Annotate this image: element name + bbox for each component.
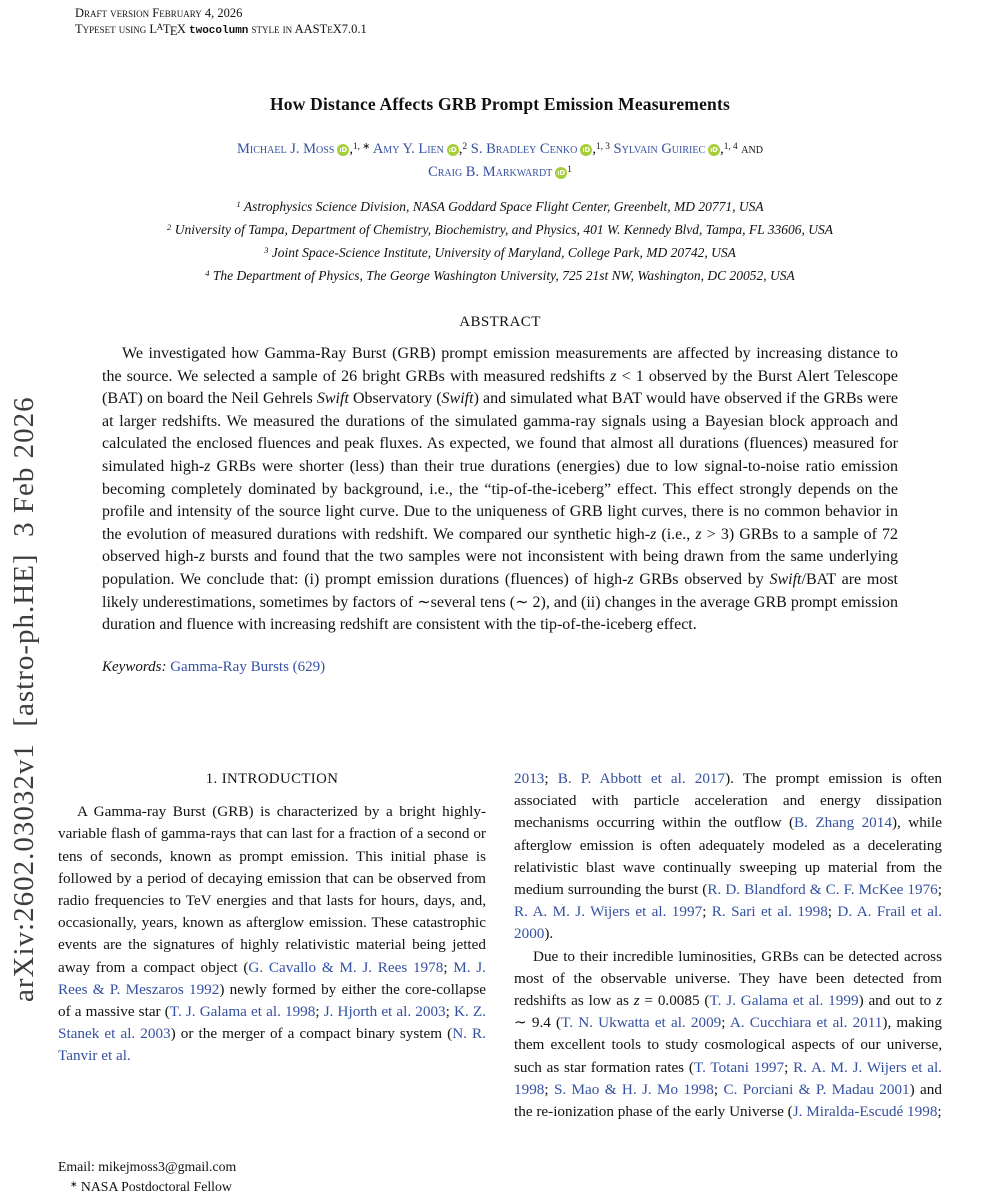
text-run: and [737, 141, 763, 157]
text-run: z [633, 992, 640, 1010]
text-run: bursts and found that the two samples were not inconsistent with being drawn from the same underlying population. We conclude that: (i) prompt emission durations (fluences) of high- [102, 548, 899, 588]
text-run: style in AASTeX7.0.1 [248, 22, 367, 36]
text-run: Swift [441, 390, 474, 408]
citation-link[interactable]: N. R. Tanvir et al. [58, 1025, 486, 1065]
citation-link[interactable]: J. Hjorth et al. 2003 [323, 1003, 446, 1021]
text-run: ) and simulated what BAT would have observed if the GRBs were at larger redshifts. We measured the durations of the simulated gamma-ray signals using a Bayesian block approach and calculated the enclosed fluences and peak fluxes. As expected, we found that almost all durations (fluences) measured for simulated high- [102, 390, 899, 475]
citation-link[interactable]: B. P. Abbott et al. 2017 [557, 770, 726, 787]
text-run: Joint Space-Science Institute, University of Maryland, College Park, MD 20742, USA [268, 245, 736, 260]
citation-link[interactable]: T. Totani 1997 [693, 1058, 785, 1076]
text-run: = 0.0085 ( [639, 992, 710, 1010]
footnote-block [58, 1157, 486, 1200]
text-run: The Department of Physics, The George Washington University, 725 21st NW, Washington, DC 20052, USA [209, 268, 795, 283]
text-run: 2 [462, 141, 468, 152]
citation-link[interactable]: C. Porciani & P. Madau 2001 [723, 1080, 910, 1098]
two-column-body [58, 768, 942, 1200]
front-matter [58, 94, 942, 676]
text-run: ) and the re-ionization phase of the early Universe ( [514, 1080, 942, 1121]
orcid-icon[interactable]: iD [555, 167, 567, 179]
text-run: Due to their incredible luminosities, GRBs can be detected across most of the observable universe. They have been detected from redshifts as low as [514, 947, 942, 1010]
text-run: ; [702, 903, 712, 921]
text-run: , [720, 141, 724, 157]
text-run: ), making them excellent tools to study cosmological aspects of our universe, such as star formation rates ( [514, 1014, 942, 1076]
text-run: 1 [567, 164, 572, 175]
text-run: ; [544, 1080, 554, 1098]
text-run: X [176, 22, 189, 36]
author-name[interactable]: Michael J. Moss [237, 141, 335, 157]
text-run: Observatory ( [348, 390, 442, 408]
text-run: > 3) GRBs to a sample of 72 observed high- [102, 525, 899, 566]
text-run: ; [721, 1014, 730, 1032]
draft-version-line: Draft version February 4, 2026 [75, 6, 243, 20]
text-run: ) or the merger of a compact binary system ( [170, 1025, 453, 1043]
text-run: 2 [167, 222, 172, 233]
paper-title: How Distance Affects GRB Prompt Emission Measurements [269, 94, 731, 114]
text-run: ), while afterglow emission is often adequately modeled as a decelerating relativistic blast wave continually sweeping up material from the medium surrounding the burst ( [514, 814, 942, 899]
text-run: , [592, 141, 596, 157]
text-run: Swift [769, 570, 802, 588]
text-run: University of Tampa, Department of Chemistry, Biochemistry, and Physics, 401 W. Kennedy Blvd, Tampa, FL 33606, USA [171, 222, 833, 237]
orcid-icon[interactable]: iD [447, 144, 459, 156]
author-name[interactable]: Amy Y. Lien [372, 141, 444, 157]
text-run: ; [827, 903, 838, 921]
citation-link[interactable]: B. Zhang 2014 [794, 814, 892, 832]
author-name[interactable]: Craig B. Markwardt [428, 164, 553, 180]
right-paragraph-1 [514, 768, 942, 946]
text-run: A Gamma-ray Burst (GRB) is characterized by a bright highly-variable flash of gamma-rays that can last for a fraction of a second or tens of seconds, known as prompt emission. This initial phase is followed by a period of decaying emission that can be observed from radio frequencies to TeV energies and that lasts for hours, days, and, occasionally, years, known as afterglow emission. These catastrophic events are the signatures of highly relativistic material being jetted away from a compact object ( [58, 803, 486, 976]
abstract-text [102, 343, 898, 637]
text-run: z [650, 525, 657, 543]
text-run: ) newly formed by either the core-collapse of a massive star ( [58, 980, 486, 1021]
postdoc-footnote [58, 1177, 486, 1198]
text-run: NASA Postdoctoral Fellow [77, 1179, 232, 1194]
citation-link[interactable]: G. Cavallo & M. J. Rees 1978 [248, 958, 444, 976]
text-run: ; [937, 1103, 942, 1121]
text-run: ; [937, 881, 942, 899]
text-run: z [695, 525, 702, 543]
citation-link[interactable]: R. Sari et al. 1998 [711, 903, 828, 921]
text-run: (i.e., [656, 525, 696, 543]
author-line-2 [58, 162, 942, 185]
text-run: 3 [264, 245, 269, 256]
right-paragraph-2 [514, 946, 942, 1124]
citation-link[interactable]: Gamma-Ray Bursts (629) [170, 658, 326, 675]
affiliation-3 [58, 242, 942, 265]
text-run: E [169, 24, 178, 39]
text-run: ; [784, 1058, 794, 1076]
abstract-heading: ABSTRACT [459, 314, 541, 330]
orcid-icon[interactable]: iD [580, 144, 592, 156]
citation-link[interactable]: S. Mao & H. J. Mo 1998 [553, 1080, 714, 1098]
text-run: 1, 4 [723, 141, 738, 152]
text-run: /BAT are most likely underestimations, sometimes by factors of ∼several tens (∼ 2), and (ii) changes in the average GRB prompt emission duration and fluence with increasing redshift are consistent with the tip-of-the-iceberg effect. [102, 570, 898, 634]
typeset-line [75, 21, 367, 39]
text-run: twocolumn [189, 25, 249, 37]
citation-link[interactable]: T. J. Galama et al. 1998 [169, 1003, 316, 1021]
citation-link[interactable]: K. Z. Stanek et al. 2003 [58, 1003, 486, 1043]
citation-link[interactable]: R. D. Blandford & C. F. McKee 1976 [707, 881, 938, 899]
citation-link[interactable]: D. A. Frail et al. 2000 [514, 903, 942, 943]
citation-link[interactable]: R. A. M. J. Wijers et al. 1997 [514, 903, 703, 921]
author-name[interactable]: S. Bradley Cenko [470, 141, 578, 157]
citation-link[interactable]: J. Miralda-Escudé 1998 [792, 1103, 938, 1121]
citation-link[interactable]: R. A. M. J. Wijers et al. 1998 [514, 1058, 942, 1098]
text-run: 4 [205, 268, 210, 279]
text-run: ; [315, 1003, 324, 1021]
affiliation-1 [58, 196, 942, 219]
text-run: z [627, 570, 634, 588]
citation-link[interactable]: A. Cucchiara et al. 2011 [729, 1014, 883, 1032]
text-run: ∼ 9.4 ( [514, 1014, 562, 1032]
intro-paragraph-1 [58, 801, 486, 1067]
text-run: 1, 3 [596, 141, 610, 152]
keywords-line [102, 659, 898, 676]
text-run: GRBs observed by [633, 570, 770, 588]
right-column [514, 768, 942, 1200]
text-run: ; [544, 770, 558, 787]
text-run: , [458, 141, 463, 157]
text-run: We investigated how Gamma-Ray Burst (GRB) prompt emission measurements are affected by increasing distance to the source. We selected a sample of 26 bright GRBs with measured redshifts [102, 345, 898, 385]
left-column [58, 768, 486, 1200]
author-name[interactable]: Sylvain Guiriec [613, 141, 706, 157]
text-run: z [610, 367, 617, 385]
pdf-header [75, 5, 367, 39]
text-run: z [198, 548, 206, 566]
text-run: , [349, 141, 353, 157]
citation-link[interactable]: 2013 [514, 770, 545, 787]
orcid-icon[interactable]: iD [337, 144, 349, 156]
text-run: 1 [236, 199, 241, 210]
text-run: ; [445, 1003, 454, 1021]
email-footnote: Email: mikejmoss3@gmail.com [58, 1159, 237, 1174]
text-run: z [936, 992, 942, 1010]
text-run: ∗ [70, 1179, 78, 1190]
text-run: ) and out to [858, 992, 937, 1010]
section-heading-introduction: 1. INTRODUCTION [205, 771, 339, 787]
text-run: Swift [316, 390, 349, 408]
text-run: T [162, 22, 171, 36]
affiliation-4 [58, 265, 942, 288]
text-run: < 1 observed by the Burst Alert Telescope (BAT) on board the Neil Gehrels [102, 367, 899, 408]
text-run: A [156, 22, 164, 33]
citation-link[interactable]: T. J. Galama et al. 1999 [709, 992, 859, 1010]
affiliation-2 [58, 219, 942, 242]
text-run: z [204, 457, 211, 475]
text-run: ; [713, 1080, 724, 1098]
orcid-icon[interactable]: iD [708, 144, 720, 156]
citation-link[interactable]: T. N. Ukwatta et al. 2009 [561, 1014, 722, 1032]
text-run: Keywords: [102, 658, 171, 675]
affiliation-list [58, 196, 942, 288]
citation-link[interactable]: M. J. Rees & P. Meszaros 1992 [58, 958, 486, 998]
text-run: GRBs were shorter (less) than their true durations (energies) due to low signal-to-noise ratio emission becoming completely dominated by background, i.e., the “tip-of-the-iceberg” effect. This effect strongly depends on the profile and intensity of the source light curve. Due to the uniqueness of GRB light curves, there is no common behavior in the evolution of measured durations with redshift. We compared our synthetic high- [102, 457, 899, 543]
text-run: ). [544, 925, 554, 943]
arxiv-stamp[interactable]: arXiv:2602.03032v1 [astro-ph.HE] 3 Feb 2026 [8, 396, 40, 1002]
text-run: ). The prompt emission is often associated with particle acceleration and energy dissipation mechanisms occurring within the outflow ( [514, 770, 942, 832]
text-run: ; [443, 958, 454, 976]
text-run: Typeset using L [75, 22, 158, 36]
text-run: 1, ∗ [352, 141, 370, 152]
text-run: Astrophysics Science Division, NASA Goddard Space Flight Center, Greenbelt, MD 20771, USA [240, 199, 764, 214]
author-line-1 [58, 139, 942, 162]
